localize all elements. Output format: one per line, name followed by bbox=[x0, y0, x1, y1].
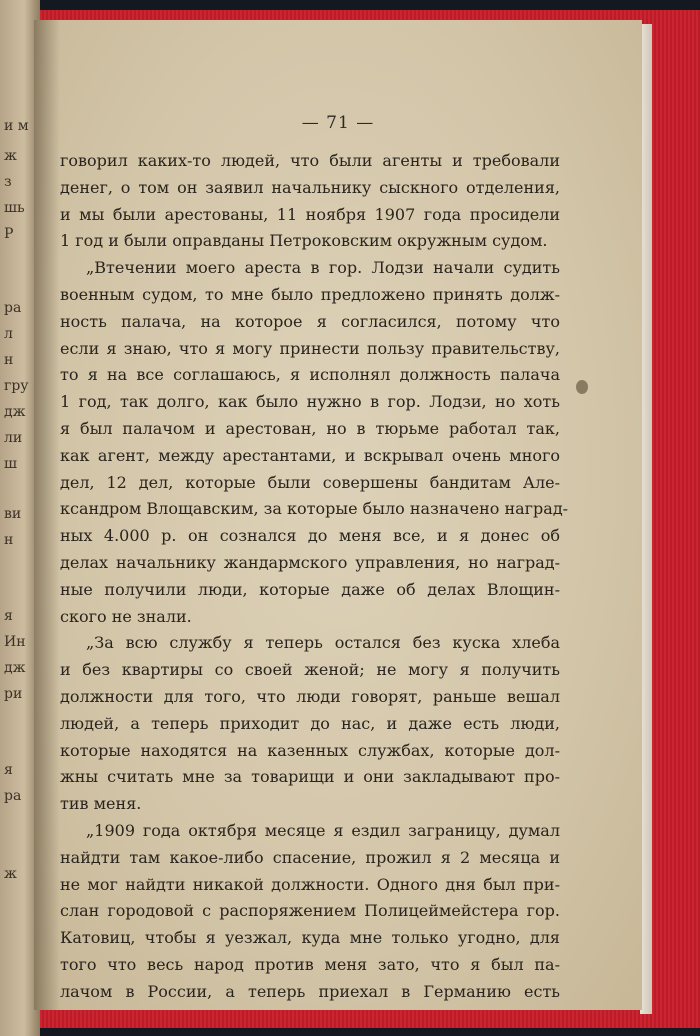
text-line: 1 год и были оправданы Петроковским окружным судом. bbox=[60, 231, 548, 251]
left-page-fragment: ри bbox=[4, 686, 23, 702]
text-line: людей, а теперь приходит до нас, и даже есть люди, bbox=[60, 713, 560, 733]
paper-stain bbox=[576, 380, 588, 394]
text-line: которые находятся на казенных службах, которые дол- bbox=[60, 740, 560, 760]
left-page-fragment: гру bbox=[4, 378, 29, 394]
text-line: 1 год, так долго, как было нужно в гор. Лодзи, но хоть bbox=[60, 392, 560, 412]
text-line: как агент, между арестантами, и вскрывал очень много bbox=[60, 445, 560, 465]
left-page-fragment: Р bbox=[4, 226, 14, 242]
left-page-fragment: шь bbox=[4, 200, 25, 216]
left-page-fragment: ж bbox=[4, 866, 17, 882]
page-number: — 71 — bbox=[301, 113, 375, 133]
text-line: найдти там какое-либо спасение, прожил я 2 месяца и bbox=[60, 847, 560, 867]
text-line: то я на все соглашаюсь, я исполнял должность палача bbox=[60, 365, 560, 385]
text-line: делах начальнику жандармского управления, но наград- bbox=[60, 552, 560, 572]
left-page-fragment: н bbox=[4, 532, 14, 548]
text-line: и мы были арестованы, 11 ноября 1907 года просидели bbox=[60, 204, 560, 224]
text-line: Катовиц, чтобы я уезжал, куда мне только угодно, для bbox=[60, 928, 560, 948]
text-line: я был палачом и арестован, но в тюрьме работал так, bbox=[60, 418, 560, 438]
text-line: если я знаю, что я могу принести пользу правительству, bbox=[60, 338, 560, 358]
text-line: должности для того, что люди говорят, раньше вешал bbox=[60, 686, 560, 706]
text-line: не мог найдти никакой должности. Одного дня был при- bbox=[60, 874, 560, 894]
text-line: ных 4.000 р. он сознался до меня все, и я донес об bbox=[60, 526, 560, 546]
text-line: „1909 года октября месяце я ездил заграницу, думал bbox=[86, 820, 560, 840]
left-page-fragment: Ин bbox=[4, 634, 26, 650]
left-page-fragment: дж bbox=[4, 404, 26, 420]
left-page-fragment: ра bbox=[4, 300, 22, 316]
left-page-fragment: ли bbox=[4, 430, 23, 446]
text-line: „Втечении моего ареста в гор. Лодзи начали судить bbox=[86, 258, 560, 278]
left-page-fragment: я bbox=[4, 608, 13, 624]
text-line: лачом в России, а теперь приехал в Германию есть bbox=[60, 981, 560, 1001]
left-page-fragment: ра bbox=[4, 788, 22, 804]
text-line: того что весь народ против меня зато, что я был па- bbox=[60, 954, 560, 974]
left-page-fragment: ви bbox=[4, 506, 22, 522]
left-page-fragment: и м bbox=[4, 118, 29, 134]
left-page-fragment: дж bbox=[4, 660, 26, 676]
left-page-fragment: я bbox=[4, 762, 13, 778]
text-line: ные получили люди, которые даже об делах Влощин- bbox=[60, 579, 560, 599]
text-line: слан городовой с распоряжением Полицеймейстера гор. bbox=[60, 901, 560, 921]
left-page-fragment: ж bbox=[4, 148, 17, 164]
left-page-fragment: н bbox=[4, 352, 14, 368]
body-text bbox=[60, 148, 569, 1006]
text-line: дел, 12 дел, которые были совершены бандитам Але- bbox=[60, 472, 560, 492]
text-line: ксандром Влощавским, за которые было назначено наград- bbox=[60, 499, 569, 519]
text-line: ность палача, на которое я согласился, потому что bbox=[60, 311, 560, 331]
text-line: тив меня. bbox=[60, 794, 142, 814]
text-line: денег, о том он заявил начальнику сыскного отделения, bbox=[60, 177, 560, 197]
left-page-fragment: л bbox=[4, 326, 13, 342]
text-line: жны считать мне за товарищи и они закладывают про- bbox=[60, 767, 560, 787]
page-gutter-shadow bbox=[34, 20, 60, 1010]
left-page-fragment: ш bbox=[4, 456, 18, 472]
text-line: „За всю службу я теперь остался без куска хлеба bbox=[86, 633, 560, 653]
left-page-fragment: з bbox=[4, 174, 12, 190]
text-line: военным судом, то мне было предложено принять долж- bbox=[60, 284, 560, 304]
text-line: ского не знали. bbox=[60, 606, 192, 626]
text-line: и без квартиры со своей женой; не могу я получить bbox=[60, 660, 560, 680]
book-page bbox=[34, 20, 642, 1010]
text-line: говорил каких-то людей, что были агенты и требовали bbox=[60, 151, 560, 170]
